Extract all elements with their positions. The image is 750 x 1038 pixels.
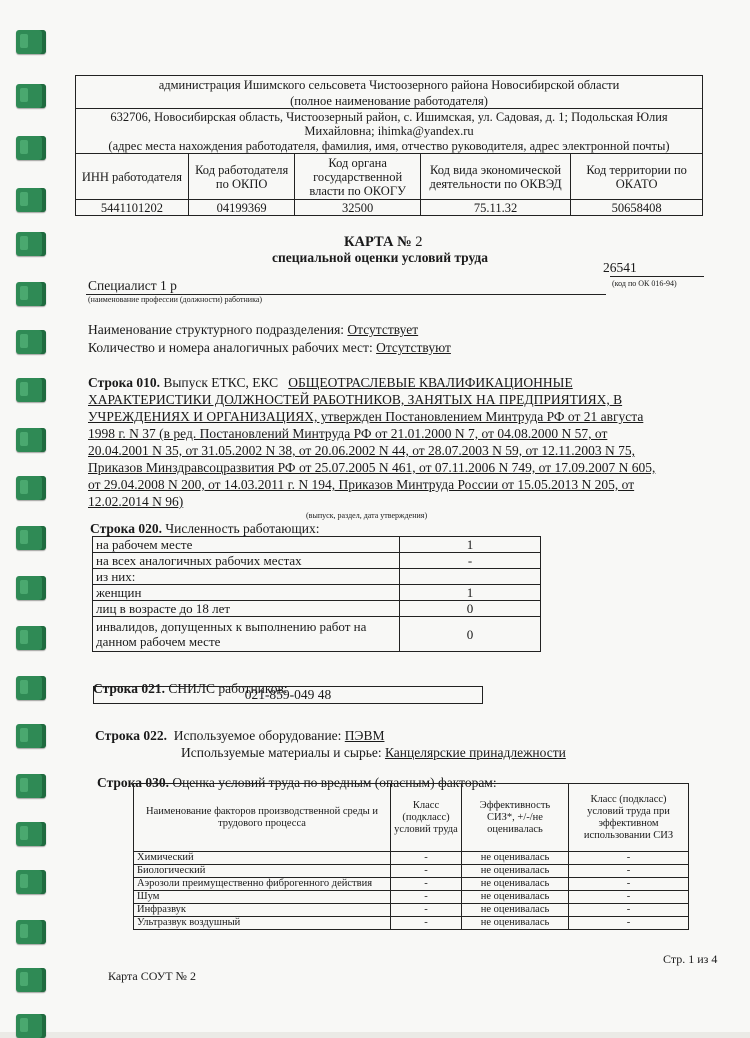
subdivision-line: Наименование структурного подразделения: Отсутствует xyxy=(88,322,419,337)
code-label-okpo: Код работодателя по ОКПО xyxy=(188,154,295,200)
binder-ring xyxy=(16,188,46,212)
binder-ring xyxy=(16,920,46,944)
row010-line-2: УЧРЕЖДЕНИЯХ И ОРГАНИЗАЦИЯХ, утвержден Постановлением Минтруда РФ от 21 августа xyxy=(88,409,644,424)
table-row: Химический - не оценивалась - xyxy=(134,852,689,865)
table-row: Инфразвук - не оценивалась - xyxy=(134,904,689,917)
row010-line-3: 1998 г. N 37 (в ред. Постановлений Минтруда РФ от 21.01.2000 N 7, от 04.08.2000 N 57, от xyxy=(88,426,608,441)
binder-ring xyxy=(16,378,46,402)
row010-line-1: ХАРАКТЕРИСТИКИ ДОЛЖНОСТЕЙ РАБОТНИКОВ, ЗАНЯТЫХ НА ПРЕДПРИЯТИЯХ, В xyxy=(88,392,623,407)
org-name-caption: (полное наименование работодателя) xyxy=(76,94,703,109)
similar-places-value: Отсутствуют xyxy=(376,340,451,355)
table-row: Биологический - не оценивалась - xyxy=(134,865,689,878)
card-number: 2 xyxy=(415,234,423,250)
table-row: на всех аналогичных рабочих местах - xyxy=(93,553,541,569)
page-number: Стр. 1 из 4 xyxy=(663,952,718,966)
binder-ring xyxy=(16,84,46,108)
profession-caption: (наименование профессии (должности) работника) xyxy=(88,295,263,304)
binder-ring xyxy=(16,774,46,798)
footer-card-label: Карта СОУТ № 2 xyxy=(108,969,197,983)
code-label-okogu: Код органа государственной власти по ОКОГУ xyxy=(295,154,420,200)
code-label-okato: Код территории по ОКАТО xyxy=(571,154,703,200)
binder-ring xyxy=(16,30,46,54)
subdivision-value: Отсутствует xyxy=(347,322,419,337)
binder-ring xyxy=(16,1014,46,1038)
equipment-value: ПЭВМ xyxy=(344,728,385,743)
binder-ring xyxy=(16,968,46,992)
table-row: лиц в возрасте до 18 лет 0 xyxy=(93,601,541,617)
binder-ring xyxy=(16,330,46,354)
row010-caption: (выпуск, раздел, дата утверждения) xyxy=(306,511,428,520)
row022-materials: Используемые материалы и сырье: Канцелярские принадлежности xyxy=(181,745,566,760)
snils-value: 021-859-049 48 xyxy=(93,686,483,704)
table-row: из них: xyxy=(93,569,541,585)
table-header-row: Наименование факторов производственной среды и трудового процесса Класс (подкласс) условий труда Эффективность СИЗ*, +/-/не оценивалась Класс (подкласс) условий труда при эффективном использовании СИЗ xyxy=(134,784,689,852)
table-row: Аэрозоли преимущественно фиброгенного действия - не оценивалась - xyxy=(134,878,689,891)
org-address-caption: (адрес места нахождения работодателя, фамилия, имя, отчество руководителя, адрес электронной почты) xyxy=(76,139,703,154)
binder-ring xyxy=(16,626,46,650)
card-subtitle: специальной оценки условий труда xyxy=(272,250,488,265)
code-label-inn: ИНН работодателя xyxy=(76,154,189,200)
row010-line-5: Приказов Минздравсоцразвития РФ от 25.07.2005 N 461, от 07.11.2006 N 749, от 17.09.2007 N 605, xyxy=(88,460,656,475)
row020-title: Строка 020. Численность работающих: xyxy=(90,521,320,536)
binder-ring xyxy=(16,822,46,846)
binder-ring xyxy=(16,870,46,894)
code-value-okved: 75.11.32 xyxy=(420,200,570,216)
table-row: Шум - не оценивалась - xyxy=(134,891,689,904)
table-row: на рабочем месте 1 xyxy=(93,537,541,553)
binder-ring xyxy=(16,232,46,256)
similar-places-line: Количество и номера аналогичных рабочих мест: Отсутствуют xyxy=(88,340,451,355)
employer-header-table xyxy=(75,75,703,216)
org-address: 632706, Новосибирская область, Чистоозерный район, с. Ишимская, ул. Садовая, д. 1; Подольская Юлия Михайловна; ihimka@yandex.ru xyxy=(76,109,703,140)
binder-ring xyxy=(16,136,46,160)
code-value-okogu: 32500 xyxy=(295,200,420,216)
profession-code: 26541 xyxy=(603,260,637,275)
binder-ring xyxy=(16,282,46,306)
code-label-okved: Код вида экономической деятельности по ОКВЭД xyxy=(420,154,570,200)
binder-ring xyxy=(16,428,46,452)
materials-value: Канцелярские принадлежности xyxy=(384,745,566,760)
card-title: КАРТА № 2 xyxy=(344,234,423,250)
table-row: инвалидов, допущенных к выполнению работ на данном рабочем месте 0 xyxy=(93,617,541,652)
code-value-inn: 5441101202 xyxy=(76,200,189,216)
row010-line-4: 20.04.2001 N 35, от 31.05.2002 N 38, от 20.06.2002 N 44, от 28.07.2003 N 59, от 12.11.2003 N 75, xyxy=(88,443,636,458)
profession-name: Специалист 1 р xyxy=(88,278,177,293)
org-name: администрация Ишимского сельсовета Чистоозерного района Новосибирской области xyxy=(76,76,703,95)
code-caption: (код по ОК 016-94) xyxy=(612,279,677,288)
code-value-okpo: 04199369 xyxy=(188,200,295,216)
row020-table xyxy=(92,536,541,652)
row021-title: Строка 021. СНИЛС работников: xyxy=(93,681,288,696)
binder-ring xyxy=(16,526,46,550)
binder-ring xyxy=(16,476,46,500)
row022-equipment: Строка 022. Используемое оборудование: ПЭВМ xyxy=(95,728,385,743)
binder-ring xyxy=(16,724,46,748)
row010-line-7: 12.02.2014 N 96) xyxy=(88,494,184,509)
row030-table xyxy=(133,783,689,930)
row010-line-6: от 29.04.2008 N 200, от 14.03.2011 г. N 194, Приказов Минтруда России от 15.05.2013 N 205, от xyxy=(88,477,635,492)
binder-ring xyxy=(16,676,46,700)
row030-title: Строка 030. Оценка условий труда по вредным (опасным) факторам: xyxy=(97,775,497,790)
table-row: Ультразвук воздушный - не оценивалась - xyxy=(134,917,689,930)
code-value-okato: 50658408 xyxy=(571,200,703,216)
binder-ring xyxy=(16,576,46,600)
table-row: женщин 1 xyxy=(93,585,541,601)
row010-line-0: Строка 010. Выпуск ЕТКС, ЕКС ОБЩЕОТРАСЛЕВЫЕ КВАЛИФИКАЦИОННЫЕ xyxy=(88,375,573,390)
